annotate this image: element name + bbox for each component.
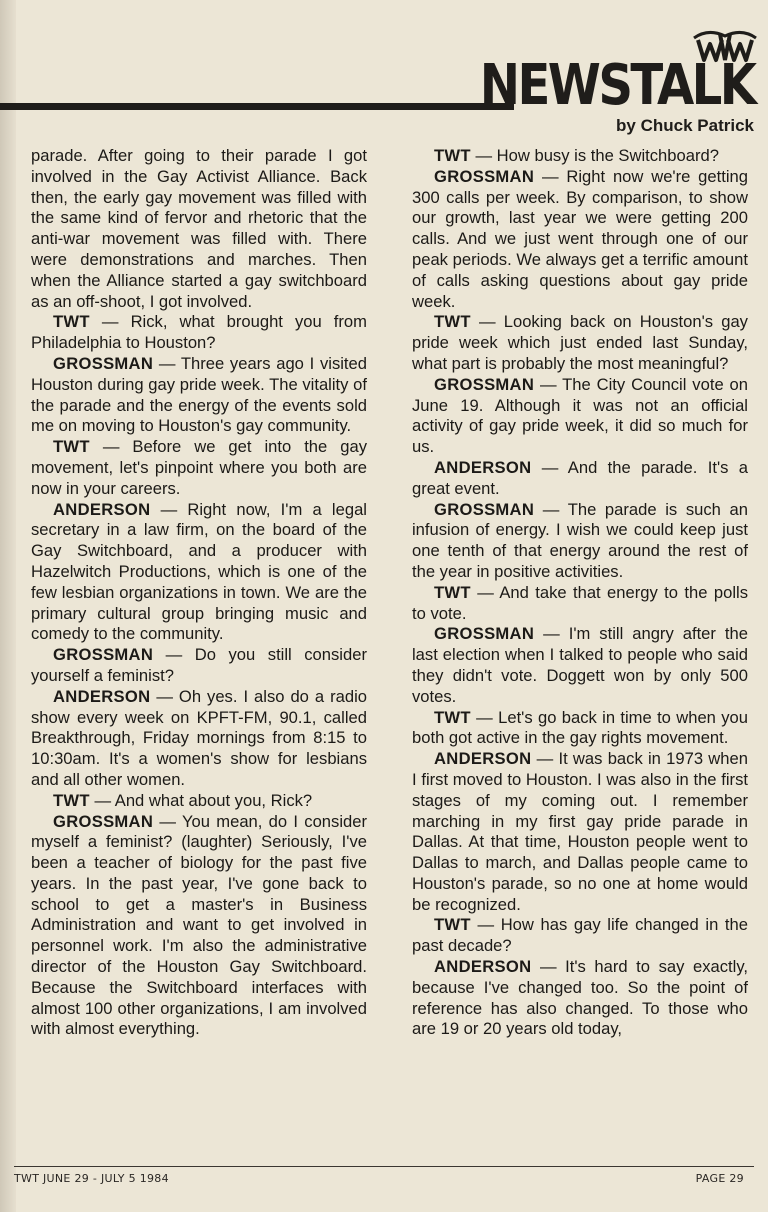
paragraph: ANDERSON — It's hard to say exactly, because I've changed too. So the point of reference has also changed. To those who are 19 or 20 years old today, [412,957,748,1039]
paragraph: TWT — Let's go back in time to when you both got active in the gay rights movement. [412,707,748,748]
issue-date: TWT JUNE 29 - JULY 5 1984 [14,1172,169,1185]
paragraph: GROSSMAN — Right now we're getting 300 calls per week. By comparison, to show our growth, last year we were getting 200 calls. And we just went through one of our peak periods. We always get a terrific amount of calls asking questions about gay pride week. [412,166,748,311]
paragraph-text: You mean, do I consider myself a feminist? (laughter) Seriously, I've been a teacher of biology for the past five years. In the past year, I've gone back to school to get a master's in Business Administration and want to get involved in personnel work. I'm also the administrative director of the Houston Gay Switchboard. Because the Switchboard interfaces with almost 100 other organizations, I am involved with almost everything. [31,811,368,1039]
paragraph: ANDERSON — Right now, I'm a legal secretary in a law firm, on the board of the Gay Switchboard, and a producer with Hazelwitch Productions, which is one of the few lesbian organizations in town. We are the primary cultural group bringing music and comedy to the community. [31,499,367,644]
header-rule [0,103,514,110]
speaker: GROSSMAN [434,499,535,519]
speaker: ANDERSON [434,749,532,769]
speaker: GROSSMAN [434,624,535,644]
footer-rule [14,1166,754,1167]
speaker: ANDERSON [53,499,151,519]
speaker: TWT [434,582,471,602]
paragraph: TWT — And what about you, Rick? [53,790,313,810]
paragraph: TWT — Looking back on Houston's gay pride week which just ended last Sunday, what part is probably the most meaningful? [412,312,748,373]
byline: by Chuck Patrick [616,116,754,135]
paragraph-text: The City Council vote on June 19. Although it was not an official activity of gay pride week, it did so much for us. [412,374,748,457]
paragraph-text: It was back in 1973 when I first moved to Houston. I was also in the first stages of my coming out. I remember marching in my first gay pride parade in Dallas. At that time, Houston people went to Dallas to march, and Dallas people came to Houston's parade, so no one at home would be recognized. [412,749,748,914]
speaker: GROSSMAN [434,374,535,394]
paragraph: TWT — How busy is the Switchboard? [434,146,719,165]
paragraph-text: Before we get into the gay movement, let's pinpoint where you both are now in your careers. [31,437,367,498]
speaker: TWT [53,312,90,332]
paragraph-text: Three years ago I visited Houston during gay pride week. The vitality of the parade and the energy of the events sold me on moving to Houston's gay community. [31,353,367,436]
paragraph-text: Looking back on Houston's gay pride week which just ended last Sunday, what part is probably the most meaningful? [412,312,748,373]
speaker: TWT [53,790,90,810]
paragraph-text: And the parade. It's a great event. [412,457,748,498]
paragraph-text: Let's go back in time to when you both got active in the gay rights movement. [412,707,748,748]
page-binding-shadow [0,0,16,1212]
paragraph-text: Right now, I'm a legal secretary in a law firm, on the board of the Gay Switchboard, and a producer with Hazelwitch Productions, which is one of the few lesbian organizations in town. We are the primary cultural group bringing music and comedy to the community. [31,499,367,644]
article-column-right [412,146,748,1040]
paragraph-text: parade. After going to their parade I got involved in the Gay Activist Alliance. Back then, the early gay movement was filled with the same kind of fervor and rhetoric that the anti-war movement was filled with. There were demonstrations and marches. Then when the Alliance started a gay switchboard as an off-shoot, I got involved. [31,146,367,311]
speaker: GROSSMAN [53,353,154,373]
paragraph: ANDERSON — And the parade. It's a great event. [412,457,748,498]
paragraph-text: And what about you, Rick? [114,790,313,810]
speaker: TWT [434,312,471,332]
speaker: TWT [53,437,90,457]
paragraph-text: The parade is such an infusion of energy. I wish we could keep just one tenth of that energy around the rest of the year in positive activities. [412,499,749,581]
speaker: GROSSMAN [434,166,535,186]
speaker: GROSSMAN [53,811,154,831]
speaker: GROSSMAN [53,645,154,665]
paragraph-text: How busy is the Switchboard? [496,146,719,165]
paragraph: ANDERSON — It was back in 1973 when I first moved to Houston. I was also in the first stages of my coming out. I remember marching in my first gay pride parade in Dallas. At that time, Houston people went to Dallas to march, and Dallas people came to Houston's parade, so no one at home would be recognized. [412,749,748,914]
paragraph-text: I'm still angry after the last election when I talked to people who said they didn't vote. Doggett won by only 500 votes. [412,624,748,706]
paragraph-text: It's hard to say exactly, because I've changed too. So the point of reference has also changed. To those who are 19 or 20 years old today, [412,957,748,1039]
paragraph-text: Rick, what brought you from Philadelphia to Houston? [31,312,367,353]
paragraph: ANDERSON — Oh yes. I also do a radio show every week on KPFT-FM, 90.1, called Breakthrough, Friday mornings from 8:15 to 10:30am. It's a women's show for lesbians and all other women. [31,686,367,789]
paragraph: TWT — Before we get into the gay movement, let's pinpoint where you both are now in your careers. [31,437,367,498]
paragraph: TWT — Rick, what brought you from Philadelphia to Houston? [31,312,367,353]
speaker: ANDERSON [53,686,151,706]
speaker: TWT [434,915,471,935]
speaker: ANDERSON [434,957,532,977]
article-column-left [31,146,367,1040]
paragraph [31,146,367,312]
page-number: PAGE 29 [695,1172,744,1185]
paragraph: GROSSMAN — You mean, do I consider myself a feminist? (laughter) Seriously, I've been a teacher of biology for the past five years. In the past year, I've gone back to school to get a master's in Business Administration and want to get involved in personnel work. I'm also the administrative director of the Houston Gay Switchboard. Because the Switchboard interfaces with almost 100 other organizations, I am involved with almost everything. [31,811,368,1039]
paragraph: GROSSMAN — Three years ago I visited Houston during gay pride week. The vitality of the parade and the energy of the events sold me on moving to Houston's gay community. [31,353,367,436]
paragraph-text: And take that energy to the polls to vote. [412,582,748,623]
speaker: TWT [434,707,471,727]
speaker: ANDERSON [434,457,532,477]
paragraph-text: How has gay life changed in the past decade? [412,915,748,956]
paragraph: GROSSMAN — The City Council vote on June 19. Although it was not an official activity of gay pride week, it did so much for us. [412,374,748,457]
paragraph-text: Do you still consider yourself a feminist? [31,645,367,685]
paragraph: GROSSMAN — The parade is such an infusion of energy. I wish we could keep just one tenth of that energy around the rest of the year in positive activities. [412,499,749,581]
paragraph-text: Right now we're getting 300 calls per week. By comparison, to show our growth, last year we were getting 200 calls. And we just went through one of our peak periods. We always get a terrific amount of calls asking questions about gay pride week. [412,166,748,311]
paragraph: TWT — How has gay life changed in the past decade? [412,915,748,956]
section-title: NEWSTALK [479,53,754,118]
speaker: TWT [434,146,471,165]
paragraph: TWT — And take that energy to the polls to vote. [412,582,748,623]
paragraph: GROSSMAN — Do you still consider yourself a feminist? [31,645,367,685]
paragraph: GROSSMAN — I'm still angry after the last election when I talked to people who said they didn't vote. Doggett won by only 500 votes. [412,624,748,706]
paragraph-text: Oh yes. I also do a radio show every week on KPFT-FM, 90.1, called Breakthrough, Friday mornings from 8:15 to 10:30am. It's a women's show for lesbians and all other women. [31,686,367,789]
